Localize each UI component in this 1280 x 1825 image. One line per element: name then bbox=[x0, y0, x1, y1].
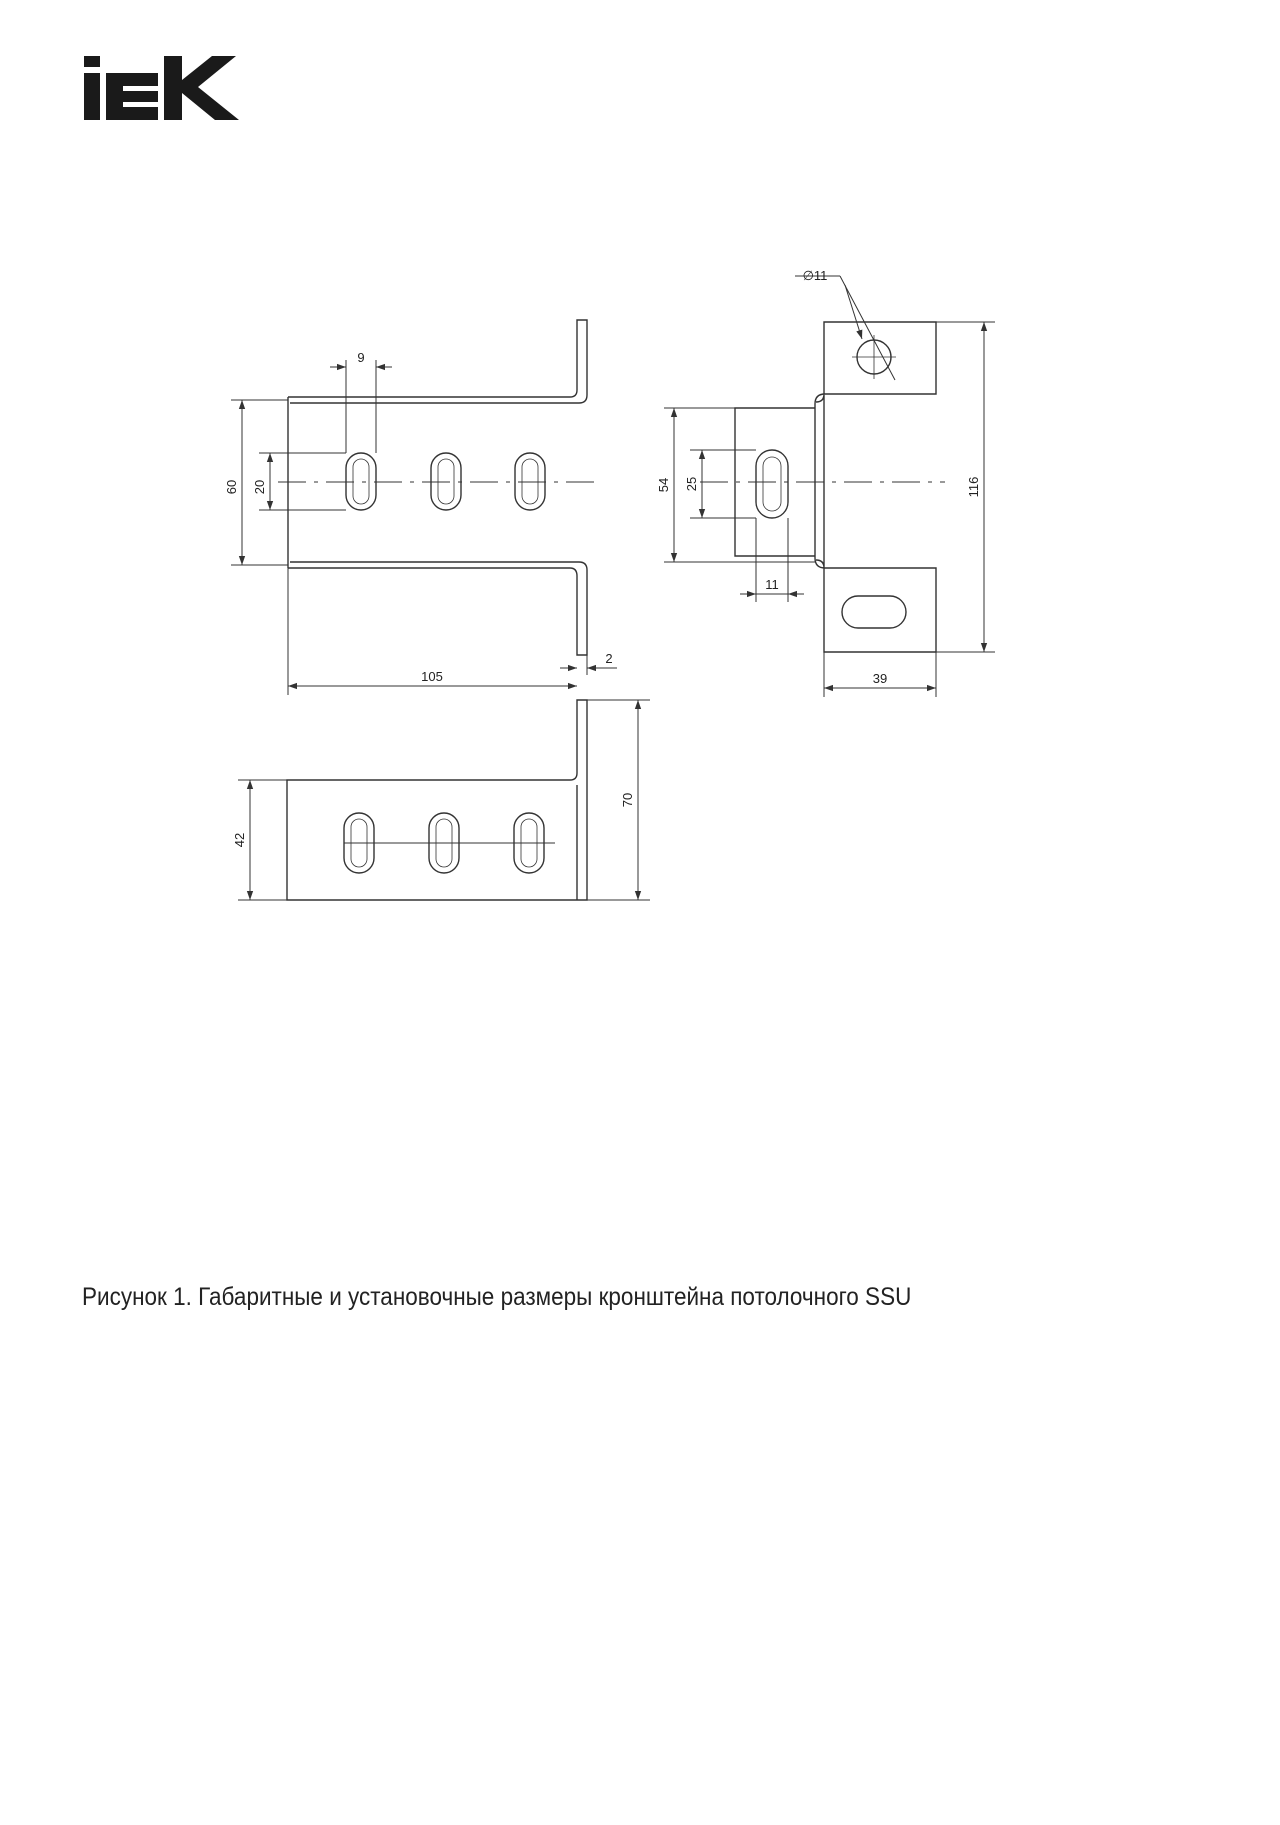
figure-caption: Рисунок 1. Габаритные и установочные размеры кронштейна потолочного SSU bbox=[82, 1283, 912, 1311]
bottom-view-outline bbox=[287, 700, 587, 900]
flange-slot bbox=[842, 596, 906, 628]
dim-label-bottom-height: 42 bbox=[232, 832, 247, 848]
dim-bottom-overall bbox=[587, 700, 650, 900]
dim-label-front-length: 105 bbox=[421, 669, 443, 684]
bottom-view bbox=[238, 700, 650, 900]
mount-hole-cross bbox=[852, 335, 896, 379]
dim-front-slot-width bbox=[330, 360, 392, 453]
dim-label-side-overall: 116 bbox=[966, 476, 981, 498]
dim-label-side-slot-length: 25 bbox=[684, 476, 699, 492]
dim-label-hole-diameter: ∅11 bbox=[802, 268, 828, 283]
dim-label-front-height: 60 bbox=[224, 479, 239, 495]
slot-inner bbox=[353, 459, 369, 504]
dim-hole-diameter bbox=[795, 276, 895, 380]
side-view bbox=[664, 276, 995, 697]
dim-label-front-slot-length: 20 bbox=[252, 479, 267, 495]
dim-side-slot-length bbox=[690, 450, 756, 518]
front-view-outline bbox=[288, 320, 587, 655]
dim-label-slot-width: 9 bbox=[357, 350, 365, 365]
dim-label-side-slot-width: 11 bbox=[765, 577, 779, 592]
dim-label-side-height: 54 bbox=[656, 477, 671, 493]
dim-label-bottom-overall: 70 bbox=[620, 792, 635, 808]
side-slot-inner bbox=[763, 457, 781, 511]
side-view-outline bbox=[735, 322, 936, 652]
front-view bbox=[231, 320, 617, 695]
side-slot bbox=[756, 450, 788, 518]
dim-label-front-thickness: 2 bbox=[605, 651, 613, 666]
dim-label-side-flange: 39 bbox=[872, 671, 888, 686]
